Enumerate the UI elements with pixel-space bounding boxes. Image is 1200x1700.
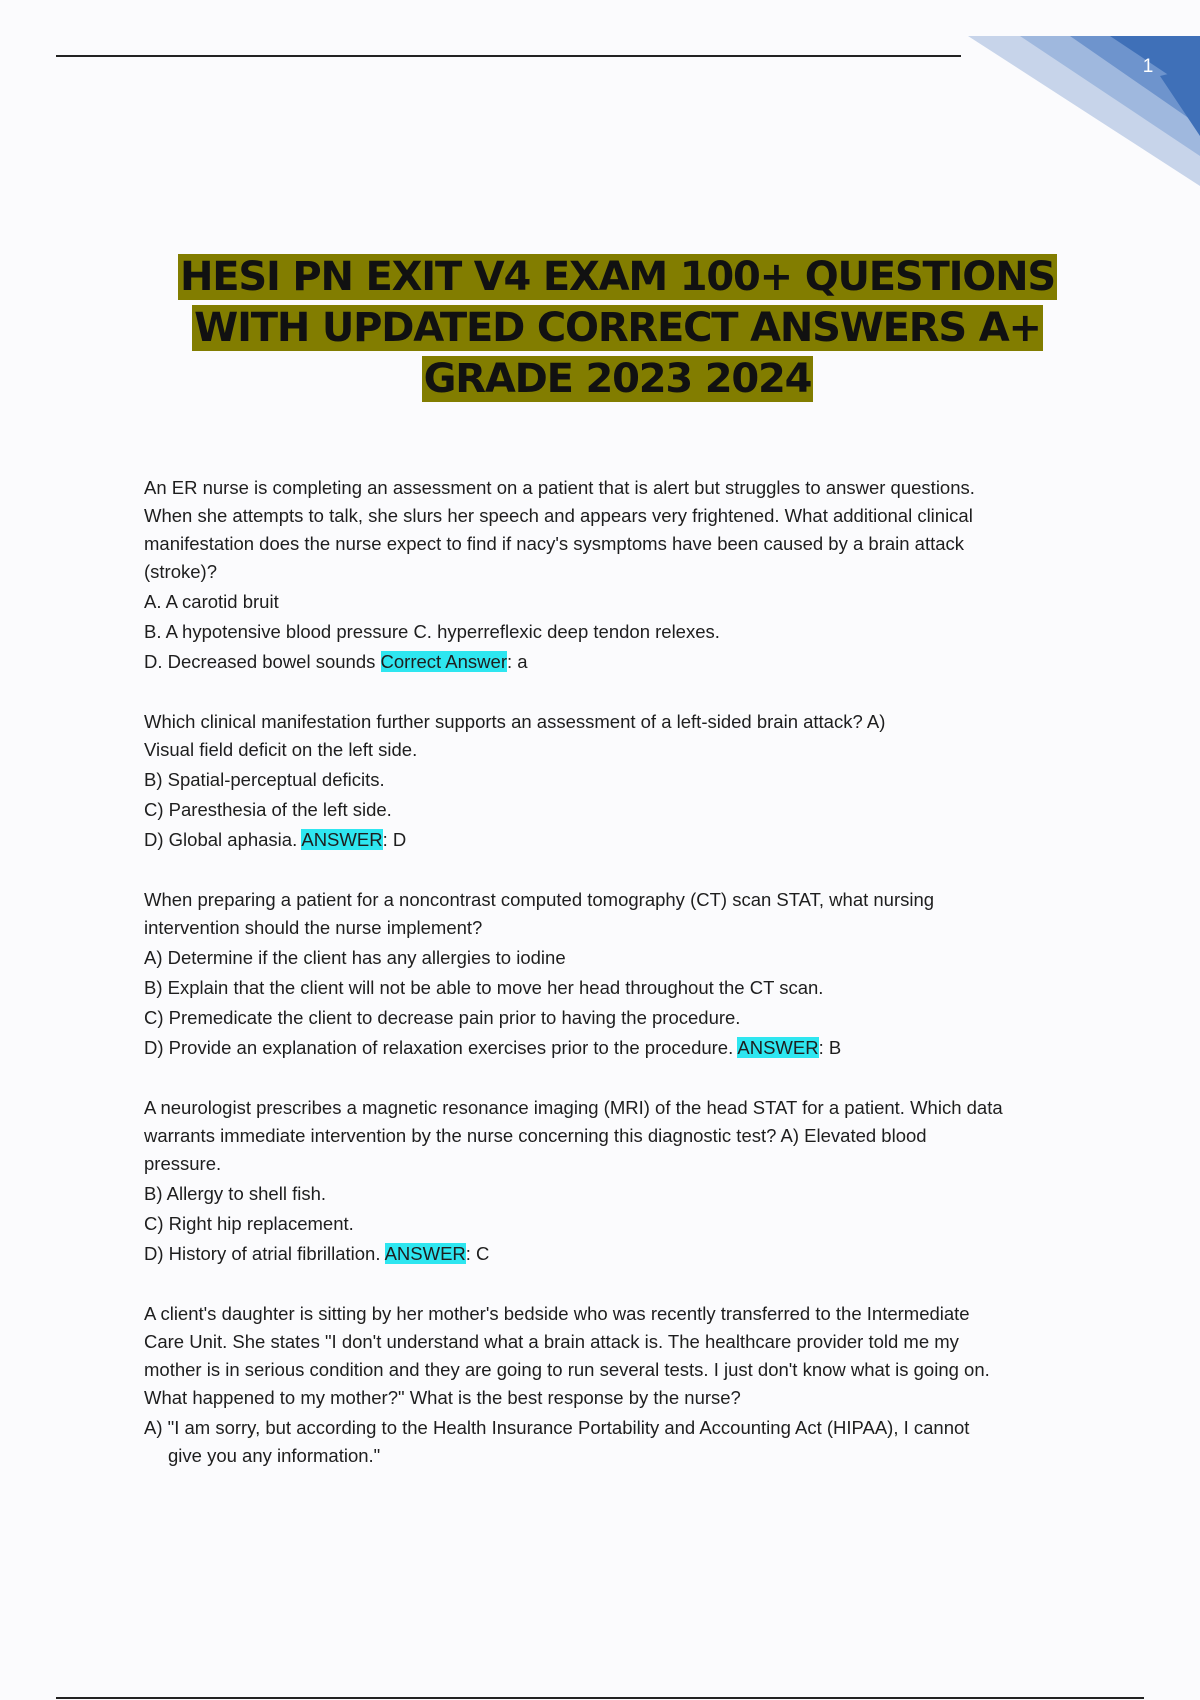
question-4 [144,1094,1104,1268]
question-2 [144,708,1104,854]
answer-value: : C [465,1243,490,1264]
question-1 [144,474,1104,676]
answer-option-with-answer: D) Provide an explanation of relaxation exercises prior to the procedure. ANSWER: B [144,1037,842,1058]
answer-label: ANSWER [384,1243,466,1264]
footer-rule [56,1697,1144,1699]
question-stem: Which clinical manifestation further supports an assessment of a left-sided brain attack? A) Visual field deficit on the left side. [144,711,886,760]
answer-option: B) Allergy to shell fish. [144,1183,326,1204]
answer-label: Correct Answer [380,651,507,672]
title-line: HESI PN EXIT V4 EXAM 100+ QUESTIONS [180,254,1055,300]
header-rule [56,55,961,57]
question-list [144,474,1104,1502]
answer-label: ANSWER [737,1037,819,1058]
answer-label: ANSWER [301,829,383,850]
answer-option: C) Premedicate the client to decrease pain prior to having the procedure. [144,1007,741,1028]
answer-option-continuation: give you any information." [168,1445,381,1466]
answer-option-with-answer: D) Global aphasia. ANSWER: D [144,829,407,850]
answer-option: C) Right hip replacement. [144,1213,354,1234]
answer-option: B) Explain that the client will not be able to move her head throughout the CT scan. [144,977,824,998]
answer-option-with-answer: D) History of atrial fibrillation. ANSWER: C [144,1243,490,1264]
question-stem: A neurologist prescribes a magnetic resonance imaging (MRI) of the head STAT for a patient. Which data warrants immediate intervention by the nurse concerning this diagnostic test? A) Elevated blood pressure. [144,1097,1003,1174]
title-line: WITH UPDATED CORRECT ANSWERS A+ [194,305,1041,351]
answer-value: : D [382,829,407,850]
question-3 [144,886,1104,1062]
answer-option: A) Determine if the client has any allergies to iodine [144,947,566,968]
answer-option: C) Paresthesia of the left side. [144,799,392,820]
answer-option: B. A hypotensive blood pressure C. hyperreflexic deep tendon relexes. [144,621,720,642]
page-number: 1 [1142,56,1154,77]
corner-decoration-icon [960,36,1200,206]
title-line: GRADE 2023 2024 [423,356,812,402]
document-title [150,252,1085,405]
answer-option: B) Spatial-perceptual deficits. [144,769,385,790]
question-stem: When preparing a patient for a noncontrast computed tomography (CT) scan STAT, what nursing intervention should the nurse implement? [144,889,935,938]
question-stem: A client's daughter is sitting by her mother's bedside who was recently transferred to the Intermediate Care Unit. She states "I don't understand what a brain attack is. The healthcare provider told me my mother is in serious condition and they are going to run several tests. I just don't know what is going on. What happened to my mother?" What is the best response by the nurse? [144,1303,990,1408]
answer-value: : B [818,1037,842,1058]
answer-option: A. A carotid bruit [144,591,279,612]
answer-value: : a [507,651,528,672]
question-stem: An ER nurse is completing an assessment on a patient that is alert but struggles to answer questions. When she attempts to talk, she slurs her speech and appears very frightened. What additional clinical manifestation does the nurse expect to find if nacy's sysmptoms have been caused by a brain attack (stroke)? [144,477,975,582]
answer-option-with-answer: D. Decreased bowel sounds Correct Answer: a [144,651,528,672]
question-5 [144,1300,1104,1470]
answer-option: A) "I am sorry, but according to the Health Insurance Portability and Accounting Act (HIPAA), I cannot [144,1417,970,1438]
